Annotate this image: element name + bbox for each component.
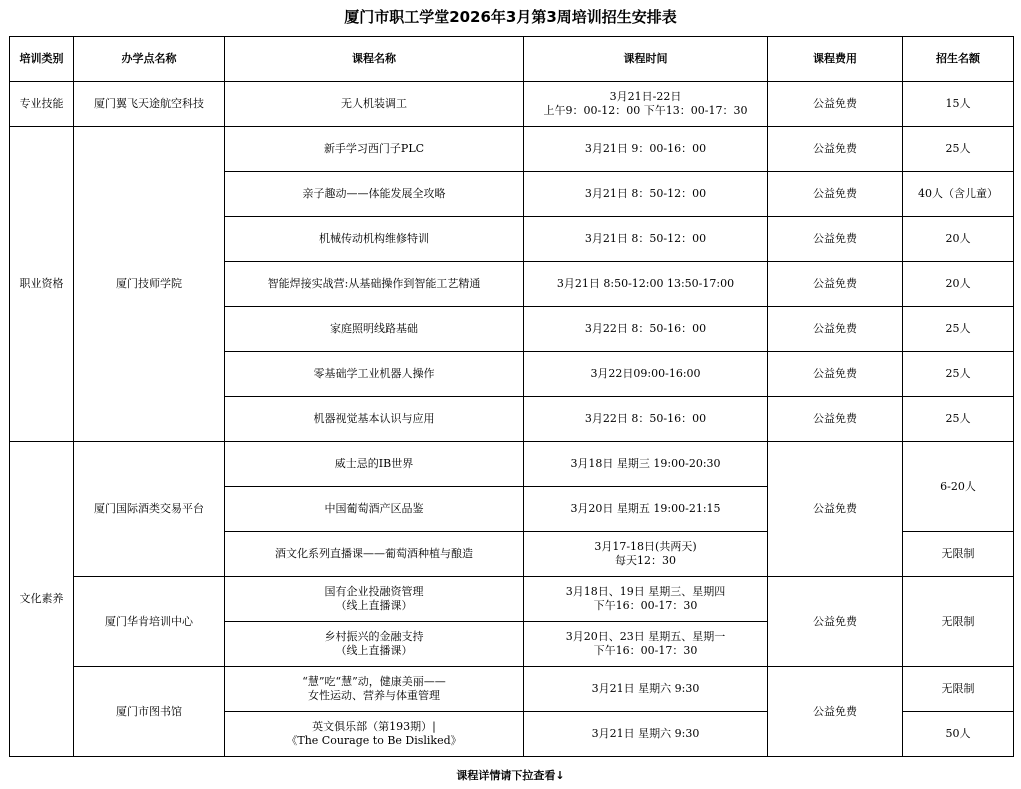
course-cell — [225, 172, 524, 217]
course-line: 乡村振兴的金融支持 — [324, 630, 424, 643]
time-cell — [524, 622, 768, 667]
quota-cell: 无限制 — [903, 577, 1014, 667]
category-cell: 职业资格 — [10, 127, 74, 442]
time-line: 下午16：00-17：30 — [593, 644, 698, 657]
header-quota: 招生名额 — [903, 37, 1014, 82]
course-line: 新手学习西门子PLC — [323, 142, 425, 155]
fee-cell: 公益免费 — [768, 127, 903, 172]
course-cell — [225, 487, 524, 532]
course-cell — [225, 712, 524, 757]
table-row — [10, 442, 1014, 487]
course-cell — [225, 442, 524, 487]
school-cell: 厦门市图书馆 — [74, 667, 225, 757]
footer-hint — [0, 767, 1021, 783]
time-line: 3月21日 8：50-12：00 — [584, 232, 707, 245]
course-line: 《The Courage to Be Disliked》 — [286, 734, 462, 747]
quota-cell: 50人 — [903, 712, 1014, 757]
course-line: 机械传动机构维修特训 — [319, 232, 429, 245]
time-cell — [524, 442, 768, 487]
course-line: 机器视觉基本认识与应用 — [313, 412, 435, 425]
category-cell: 专业技能 — [10, 82, 74, 127]
fee-cell: 公益免费 — [768, 577, 903, 667]
course-line: 中国葡萄酒产区品鉴 — [324, 502, 424, 515]
time-line: 3月18日、19日 星期三、星期四 — [565, 585, 726, 598]
footer-text: 课程详情请下拉查看 — [456, 769, 556, 782]
fee-cell: 公益免费 — [768, 667, 903, 757]
table-row — [10, 127, 1014, 172]
quota-cell: 40人（含儿童） — [903, 172, 1014, 217]
quota-cell: 6-20人 — [903, 442, 1014, 532]
course-cell — [225, 262, 524, 307]
course-line: 无人机装调工 — [341, 97, 407, 110]
header-fee: 课程费用 — [768, 37, 903, 82]
course-line: 威士忌的IB世界 — [334, 457, 414, 470]
course-cell — [225, 667, 524, 712]
table-row — [10, 82, 1014, 127]
school-cell: 厦门翼飞天途航空科技 — [74, 82, 225, 127]
course-line: 智能焊接实战营:从基础操作到智能工艺精通 — [267, 277, 481, 290]
course-line: 国有企业投融资管理 — [324, 585, 424, 598]
course-line: （线上直播课） — [335, 644, 413, 657]
table-row — [10, 577, 1014, 622]
fee-cell: 公益免费 — [768, 262, 903, 307]
course-cell — [225, 82, 524, 127]
page-title: 厦门市职工学堂2026年3月第3周培训招生安排表 — [344, 8, 677, 26]
course-cell — [225, 397, 524, 442]
course-cell — [225, 532, 524, 577]
quota-cell: 25人 — [903, 307, 1014, 352]
time-line: 3月20日、23日 星期五、星期一 — [565, 630, 726, 643]
time-line: 3月18日 星期三 19:00-20:30 — [570, 457, 721, 470]
time-line: 3月21日 星期六 9:30 — [591, 682, 700, 695]
course-line: 家庭照明线路基础 — [330, 322, 418, 335]
time-cell — [524, 397, 768, 442]
time-line: 3月21日 9：00-16：00 — [584, 142, 707, 155]
header-row — [10, 37, 1014, 82]
time-line: 上午9：00-12：00 下午13：00-17：30 — [543, 104, 748, 117]
time-cell — [524, 487, 768, 532]
time-cell — [524, 307, 768, 352]
course-cell — [225, 217, 524, 262]
time-cell — [524, 667, 768, 712]
course-line: 亲子趣动——体能发展全攻略 — [302, 187, 446, 200]
school-cell: 厦门国际酒类交易平台 — [74, 442, 225, 577]
course-line: “慧”吃“慧”动，健康美丽—— — [302, 675, 446, 688]
category-cell: 文化素养 — [10, 442, 74, 757]
quota-cell: 15人 — [903, 82, 1014, 127]
course-line: （线上直播课） — [335, 599, 413, 612]
quota-cell: 20人 — [903, 217, 1014, 262]
time-cell — [524, 712, 768, 757]
course-cell — [225, 577, 524, 622]
time-cell — [524, 82, 768, 127]
arrow-down-icon: ↓ — [555, 769, 565, 782]
time-cell — [524, 577, 768, 622]
time-cell — [524, 172, 768, 217]
time-line: 3月21日 8:50-12:00 13:50-17:00 — [556, 277, 735, 290]
course-line: 零基础学工业机器人操作 — [313, 367, 435, 380]
time-cell — [524, 127, 768, 172]
schedule-table — [9, 36, 1014, 757]
fee-cell: 公益免费 — [768, 307, 903, 352]
course-cell — [225, 127, 524, 172]
time-line: 3月21日 8：50-12：00 — [584, 187, 707, 200]
time-line: 3月21日 星期六 9:30 — [591, 727, 700, 740]
school-cell: 厦门华肯培训中心 — [74, 577, 225, 667]
fee-cell: 公益免费 — [768, 397, 903, 442]
course-cell — [225, 352, 524, 397]
header-school: 办学点名称 — [74, 37, 225, 82]
time-cell — [524, 352, 768, 397]
time-line: 每天12：30 — [615, 554, 676, 567]
header-category: 培训类别 — [10, 37, 74, 82]
table-row — [10, 667, 1014, 712]
time-cell — [524, 217, 768, 262]
quota-cell: 无限制 — [903, 667, 1014, 712]
course-line: 女性运动、营养与体重管理 — [308, 689, 440, 702]
time-line: 下午16：00-17：30 — [593, 599, 698, 612]
header-course: 课程名称 — [225, 37, 524, 82]
quota-cell: 25人 — [903, 352, 1014, 397]
fee-cell: 公益免费 — [768, 352, 903, 397]
time-cell — [524, 532, 768, 577]
quota-cell: 25人 — [903, 397, 1014, 442]
header-time: 课程时间 — [524, 37, 768, 82]
time-line: 3月22日09:00-16:00 — [590, 367, 701, 380]
time-line: 3月22日 8：50-16：00 — [584, 412, 707, 425]
course-line: 酒文化系列直播课——葡萄酒种植与酿造 — [275, 547, 473, 560]
school-cell: 厦门技师学院 — [74, 127, 225, 442]
fee-cell: 公益免费 — [768, 217, 903, 262]
fee-cell: 公益免费 — [768, 82, 903, 127]
course-cell — [225, 307, 524, 352]
time-line: 3月22日 8：50-16：00 — [584, 322, 707, 335]
time-line: 3月21日-22日 — [609, 90, 682, 103]
time-cell — [524, 262, 768, 307]
quota-cell: 25人 — [903, 127, 1014, 172]
quota-cell: 无限制 — [903, 532, 1014, 577]
quota-cell: 20人 — [903, 262, 1014, 307]
fee-cell: 公益免费 — [768, 172, 903, 217]
fee-cell: 公益免费 — [768, 442, 903, 577]
course-cell — [225, 622, 524, 667]
course-line: 英文俱乐部（第193期）| — [312, 720, 436, 733]
time-line: 3月17-18日(共两天) — [594, 540, 697, 553]
time-line: 3月20日 星期五 19:00-21:15 — [570, 502, 721, 515]
